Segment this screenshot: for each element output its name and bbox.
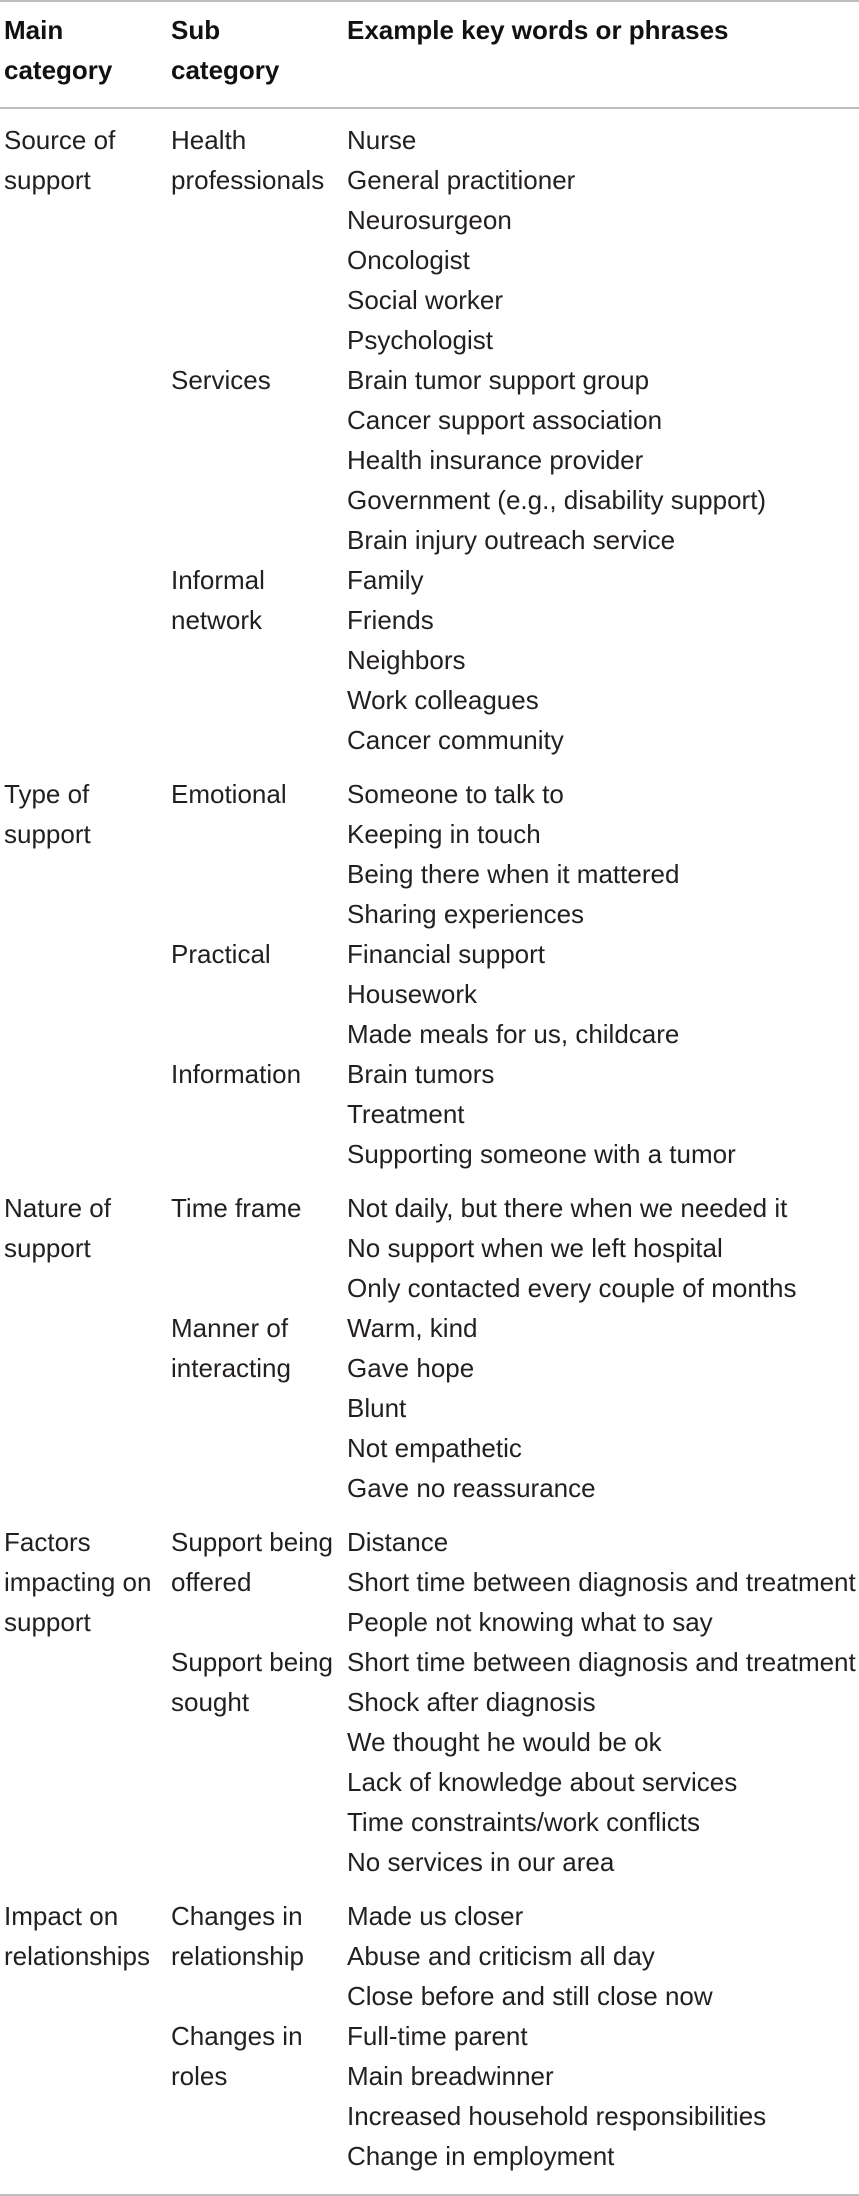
examples-cell: [347, 2016, 766, 2176]
example-phrase: We thought he would be ok: [347, 1727, 662, 1757]
header-rule: [0, 107, 859, 109]
example-phrase: Brain injury outreach service: [347, 525, 676, 555]
examples-cell: [347, 560, 564, 760]
example-phrase: Not empathetic: [347, 1433, 522, 1463]
example-phrase: Lack of knowledge about services: [347, 1767, 738, 1797]
example-phrase: Sharing experiences: [347, 899, 585, 929]
example-phrase: Not daily, but there when we needed it: [347, 1193, 788, 1223]
main-category-cell: Source of support: [4, 125, 116, 195]
example-phrase: Nurse: [347, 125, 417, 155]
example-phrase: Family: [347, 565, 424, 595]
sub-category-cell: Practical: [171, 939, 271, 969]
sub-category-cell: Time frame: [171, 1193, 302, 1223]
example-phrase: Financial support: [347, 939, 545, 969]
example-phrase: Work colleagues: [347, 685, 539, 715]
example-phrase: Close before and still close now: [347, 1981, 713, 2011]
example-phrase: General practitioner: [347, 165, 576, 195]
example-phrase: Someone to talk to: [347, 779, 564, 809]
example-phrase: Psychologist: [347, 325, 493, 355]
example-phrase: People not knowing what to say: [347, 1607, 713, 1637]
main-category-cell: Impact on relationships: [4, 1901, 150, 1971]
main-category-cell: Factors impacting on support: [4, 1527, 152, 1637]
example-phrase: Neurosurgeon: [347, 205, 512, 235]
example-phrase: Made us closer: [347, 1901, 524, 1931]
example-phrase: Short time between diagnosis and treatment: [347, 1567, 856, 1597]
sub-category-cell: Informal network: [171, 565, 265, 635]
example-phrase: Cancer support association: [347, 405, 663, 435]
sub-category-cell: Services: [171, 365, 271, 395]
example-phrase: Supporting someone with a tumor: [347, 1139, 736, 1169]
example-phrase: Brain tumor support group: [347, 365, 650, 395]
example-phrase: Health insurance provider: [347, 445, 644, 475]
header-main-category: Main category: [4, 15, 113, 85]
examples-cell: [347, 1642, 856, 1882]
examples-cell: [347, 934, 679, 1054]
example-phrase: Short time between diagnosis and treatment: [347, 1647, 856, 1677]
example-phrase: Blunt: [347, 1393, 407, 1423]
example-phrase: Brain tumors: [347, 1059, 495, 1089]
example-phrase: Friends: [347, 605, 434, 635]
examples-cell: [347, 1896, 713, 2016]
examples-cell: [347, 1054, 736, 1174]
example-phrase: Social worker: [347, 285, 504, 315]
sub-category-cell: Support being sought: [171, 1647, 333, 1717]
example-phrase: No support when we left hospital: [347, 1233, 723, 1263]
example-phrase: Being there when it mattered: [347, 859, 680, 889]
examples-cell: [347, 360, 766, 560]
examples-cell: [347, 1308, 596, 1508]
sub-category-cell: Manner of interacting: [171, 1313, 291, 1383]
example-phrase: Time constraints/work conflicts: [347, 1807, 701, 1837]
example-phrase: Change in employment: [347, 2141, 615, 2171]
example-phrase: Full-time parent: [347, 2021, 528, 2051]
example-phrase: Shock after diagnosis: [347, 1687, 596, 1717]
example-phrase: Government (e.g., disability support): [347, 485, 767, 515]
example-phrase: Only contacted every couple of months: [347, 1273, 797, 1303]
main-category-cell: Type of support: [4, 779, 91, 849]
example-phrase: Warm, kind: [347, 1313, 478, 1343]
example-phrase: No services in our area: [347, 1847, 615, 1877]
header-examples: Example key words or phrases: [347, 15, 729, 45]
example-phrase: Gave hope: [347, 1353, 475, 1383]
sub-category-cell: Health professionals: [171, 125, 325, 195]
main-category-cell: Nature of support: [4, 1193, 111, 1263]
example-phrase: Cancer community: [347, 725, 564, 755]
sub-category-cell: Support being offered: [171, 1527, 333, 1597]
example-phrase: Abuse and criticism all day: [347, 1941, 655, 1971]
example-phrase: Keeping in touch: [347, 819, 541, 849]
example-phrase: Increased household responsibilities: [347, 2101, 767, 2131]
example-phrase: Treatment: [347, 1099, 465, 1129]
example-phrase: Neighbors: [347, 645, 466, 675]
example-phrase: Distance: [347, 1527, 449, 1557]
examples-cell: [347, 120, 575, 360]
example-phrase: Gave no reassurance: [347, 1473, 596, 1503]
example-phrase: Oncologist: [347, 245, 470, 275]
examples-cell: [347, 1522, 856, 1642]
top-rule: [0, 0, 859, 2]
example-phrase: Main breadwinner: [347, 2061, 554, 2091]
examples-cell: [347, 774, 679, 934]
header-sub-category: Sub category: [171, 15, 280, 85]
examples-cell: [347, 1188, 796, 1308]
sub-category-cell: Emotional: [171, 779, 287, 809]
example-phrase: Made meals for us, childcare: [347, 1019, 680, 1049]
example-phrase: Housework: [347, 979, 478, 1009]
sub-category-cell: Changes in roles: [171, 2021, 303, 2091]
sub-category-cell: Information: [171, 1059, 302, 1089]
sub-category-cell: Changes in relationship: [171, 1901, 304, 1971]
